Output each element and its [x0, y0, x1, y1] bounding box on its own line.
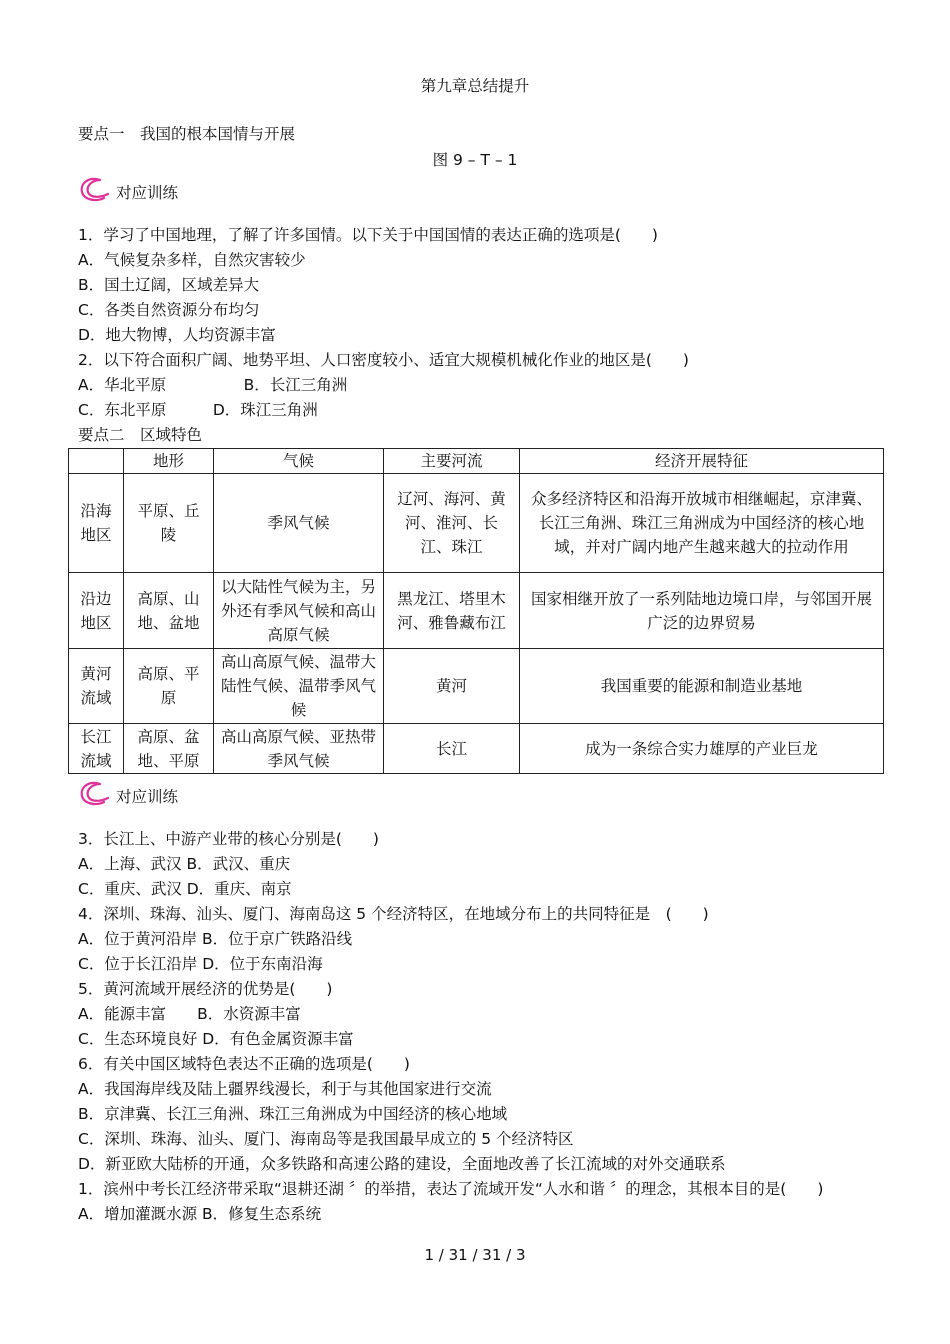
option-line: B．京津冀、长江三角洲、珠江三角洲成为中国经济的核心地域	[78, 1105, 508, 1123]
table-cell: 众多经济特区和沿海开放城市相继崛起，京津冀、长江三角洲、珠江三角洲成为中国经济的核心地域，并对广阔内地产生越来越大的拉动作用	[520, 474, 884, 573]
table-cell: 沿边地区	[69, 573, 124, 649]
table-cell: 国家相继开放了一系列陆地边境口岸，与邻国开展广泛的边界贸易	[520, 573, 884, 649]
option-line: A．能源丰富 B．水资源丰富	[78, 1005, 301, 1023]
option-line: A．增加灌溉水源 B．修复生态系统	[78, 1205, 322, 1223]
option-line: A．我国海岸线及陆上疆界线漫长，利于与其他国家进行交流	[78, 1080, 492, 1098]
page-title: 第九章总结提升	[420, 77, 530, 95]
option-line: C．重庆、武汉 D．重庆、南京	[78, 880, 292, 898]
question-line: 1．学习了中国地理，了解了许多国情。以下关于中国国情的表达正确的选项是( )	[78, 226, 658, 244]
table-cell: 我国重要的能源和制造业基地	[520, 649, 884, 724]
swirl-icon	[78, 176, 112, 204]
page-number: 1 / 31 / 31 / 3	[424, 1246, 526, 1264]
table-header-cell: 气候	[214, 449, 384, 474]
option-line: C．位于长江沿岸 D．位于东南沿海	[78, 955, 323, 973]
table-cell: 黄河流域	[69, 649, 124, 724]
question-line: 1．滨州中考长江经济带采取“退耕还湖 〞的举措，表达了流域开发“人水和谐 〞的理念，其根本目的是( )	[78, 1180, 824, 1198]
table-cell: 平原、丘陵	[124, 474, 214, 573]
table-row	[69, 649, 884, 724]
table-cell: 高原、盆地、平原	[124, 724, 214, 774]
option-line: B．国土辽阔，区域差异大	[78, 276, 260, 294]
option-line: C．各类自然资源分布均匀	[78, 301, 260, 319]
training-label: 对应训练	[116, 184, 179, 202]
swirl-icon	[78, 780, 112, 808]
table-cell: 高山高原气候、亚热带季风气候	[214, 724, 384, 774]
training-label: 对应训练	[116, 788, 179, 806]
table-header-cell: 经济开展特征	[520, 449, 884, 474]
option-line: A．气候复杂多样，自然灾害较少	[78, 251, 306, 269]
region-table	[68, 448, 884, 774]
table-cell: 长江	[384, 724, 520, 774]
question-line: 5．黄河流域开展经济的优势是( )	[78, 980, 333, 998]
table-cell: 黄河	[384, 649, 520, 724]
table-row	[69, 724, 884, 774]
table-cell: 黑龙江、塔里木河、雅鲁藏布江	[384, 573, 520, 649]
table-header-row	[69, 449, 884, 474]
table-row	[69, 474, 884, 573]
option-line: C．深圳、珠海、汕头、厦门、海南岛等是我国最早成立的 5 个经济特区	[78, 1130, 574, 1148]
table-header-cell	[69, 449, 124, 474]
table-cell: 季风气候	[214, 474, 384, 573]
table-cell: 成为一条综合实力雄厚的产业巨龙	[520, 724, 884, 774]
option-line: A．位于黄河沿岸 B．位于京广铁路沿线	[78, 930, 353, 948]
question-line: 2．以下符合面积广阔、地势平坦、人口密度较小、适宜大规模机械化作业的地区是( )	[78, 351, 689, 369]
question-line: 3．长江上、中游产业带的核心分别是( )	[78, 830, 379, 848]
table-header-cell: 主要河流	[384, 449, 520, 474]
table-cell: 高原、平原	[124, 649, 214, 724]
section1-heading: 要点一 我国的根本国情与开展	[78, 125, 296, 143]
table-row	[69, 573, 884, 649]
option-line: C．东北平原 D．珠江三角洲	[78, 401, 318, 419]
table-cell: 以大陆性气候为主，另外还有季风气候和高山高原气候	[214, 573, 384, 649]
question-line: 4．深圳、珠海、汕头、厦门、海南岛这 5 个经济特区，在地域分布上的共同特征是 ( )	[78, 905, 709, 923]
option-line: D．地大物博，人均资源丰富	[78, 326, 276, 344]
question-line: 6．有关中国区域特色表达不正确的选项是( )	[78, 1055, 410, 1073]
table-cell: 长江流域	[69, 724, 124, 774]
option-line: C．生态环境良好 D．有色金属资源丰富	[78, 1030, 354, 1048]
figure-caption: 图 9 – T – 1	[432, 151, 518, 169]
option-line: D．新亚欧大陆桥的开通，众多铁路和高速公路的建设，全面地改善了长江流域的对外交通联系	[78, 1155, 726, 1173]
table-cell: 沿海地区	[69, 474, 124, 573]
table-cell: 高原、山地、盆地	[124, 573, 214, 649]
option-line: A．上海、武汉 B．武汉、重庆	[78, 855, 291, 873]
table-cell: 高山高原气候、温带大陆性气候、温带季风气候	[214, 649, 384, 724]
section2-heading: 要点二 区域特色	[78, 426, 203, 444]
option-line: A．华北平原 B．长江三角洲	[78, 376, 348, 394]
table-cell: 辽河、海河、黄河、淮河、长江、珠江	[384, 474, 520, 573]
table-header-cell: 地形	[124, 449, 214, 474]
